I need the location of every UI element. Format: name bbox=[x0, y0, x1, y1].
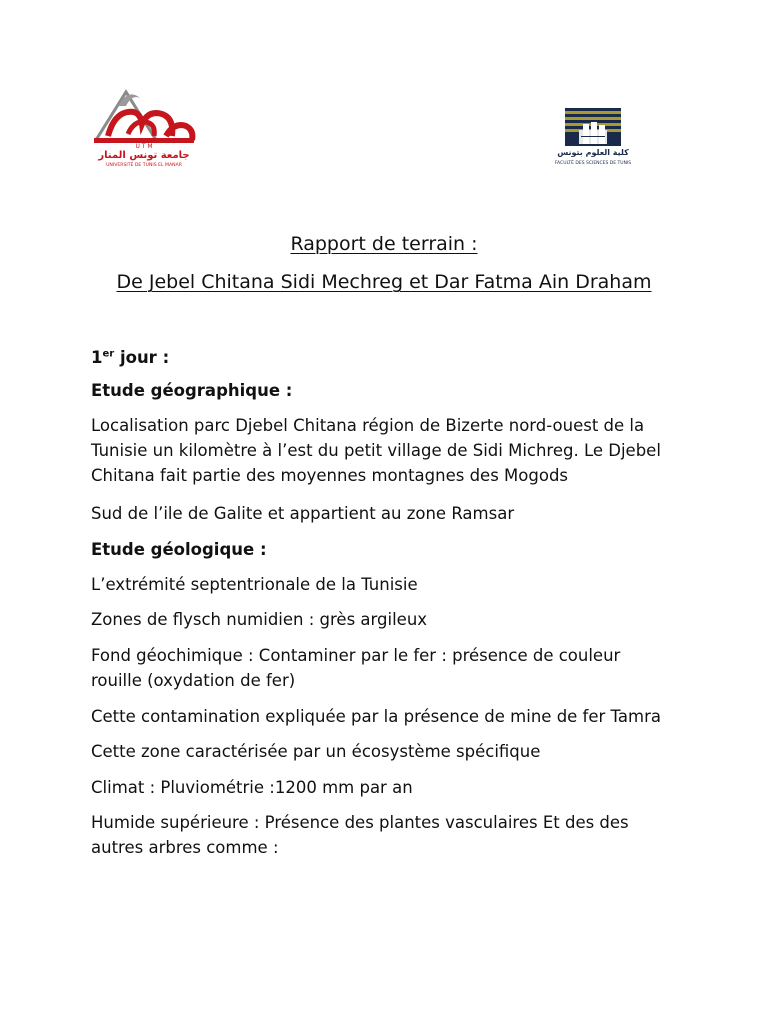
fst-arabic-name: كلية العلوم بتونس bbox=[557, 148, 629, 157]
geo-heading: Etude géographique : bbox=[91, 381, 293, 400]
day-heading bbox=[91, 345, 691, 370]
utm-emblem-icon bbox=[88, 84, 200, 168]
fst-logo bbox=[554, 108, 632, 168]
paragraph-line: Humide supérieure : Présence des plantes vasculaires Et des des bbox=[91, 813, 629, 832]
report-subtitle: De Jebel Chitana Sidi Mechreg et Dar Fatma Ain Draham bbox=[116, 271, 652, 293]
paragraph-extremite: L’extrémité septentrionale de la Tunisie bbox=[91, 575, 418, 594]
paragraph-line: Tunisie un kilomètre à l’est du petit village de Sidi Michreg. Le Djebel bbox=[91, 441, 661, 460]
paragraph-line: rouille (oxydation de fer) bbox=[91, 671, 296, 690]
utm-letters: U T M bbox=[135, 143, 153, 150]
paragraph-line: autres arbres comme : bbox=[91, 838, 279, 857]
day-suffix: jour : bbox=[114, 348, 170, 367]
paragraph-contamination: Cette contamination expliquée par la présence de mine de fer Tamra bbox=[91, 707, 661, 726]
utm-arabic-name: جامعة تونس المنار bbox=[98, 150, 190, 161]
report-title: Rapport de terrain : bbox=[290, 233, 478, 255]
utm-logo bbox=[88, 84, 200, 168]
utm-latin-name: UNIVERSITÉ DE TUNIS EL MANAR bbox=[106, 163, 182, 168]
paragraph-humide bbox=[91, 810, 691, 860]
paragraph-fond-geochimique bbox=[91, 643, 691, 693]
paragraph-line: Chitana fait partie des moyennes montagnes des Mogods bbox=[91, 466, 569, 485]
day-number: 1 bbox=[91, 348, 103, 367]
geol-heading: Etude géologique : bbox=[91, 540, 267, 559]
paragraph-climat: Climat : Pluviométrie :1200 mm par an bbox=[91, 778, 413, 797]
paragraph-localisation bbox=[91, 413, 691, 488]
paragraph-galite: Sud de l’ile de Galite et appartient au zone Ramsar bbox=[91, 504, 515, 523]
fst-emblem-icon bbox=[554, 108, 632, 168]
paragraph-line: Fond géochimique : Contaminer par le fer : présence de couleur bbox=[91, 646, 621, 665]
fst-latin-name: FACULTÉ DES SCIENCES DE TUNIS bbox=[554, 161, 632, 166]
paragraph-line: Localisation parc Djebel Chitana région de Bizerte nord-ouest de la bbox=[91, 416, 645, 435]
paragraph-flysch: Zones de flysch numidien : grès argileux bbox=[91, 610, 428, 629]
paragraph-ecosysteme: Cette zone caractérisée par un écosystème spécifique bbox=[91, 742, 541, 761]
day-ordinal: er bbox=[102, 348, 115, 360]
